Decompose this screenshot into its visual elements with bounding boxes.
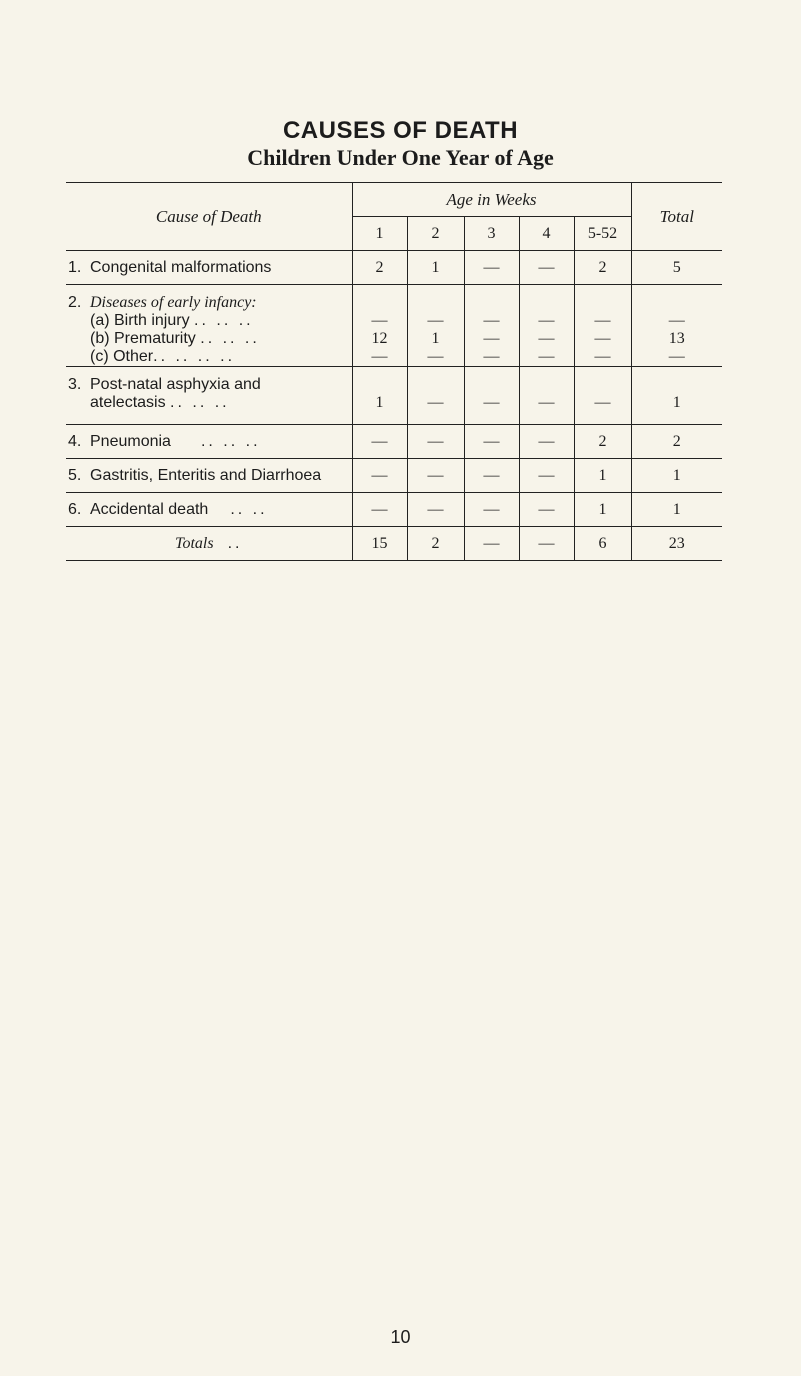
cell-total: 1 xyxy=(631,493,722,527)
cell: 2 xyxy=(574,425,631,459)
cell: — xyxy=(464,493,519,527)
cell: — xyxy=(519,459,574,493)
sub-row-label: (b) Prematurity xyxy=(90,330,196,347)
cell: — xyxy=(352,493,407,527)
cell: 1 xyxy=(352,367,407,425)
page-number: 10 xyxy=(390,1327,411,1347)
cell: 2 xyxy=(352,251,407,285)
row-number: 1. xyxy=(68,258,82,276)
total-cell: 15 xyxy=(352,527,407,561)
cell: — xyxy=(594,312,611,329)
cell: — xyxy=(519,367,574,425)
cell: — xyxy=(371,348,388,365)
cell: — xyxy=(519,493,574,527)
cell: — xyxy=(464,367,519,425)
row-label: Accidental death xyxy=(90,500,209,518)
cell: 1 xyxy=(574,459,631,493)
row-label: Gastritis, Enteritis and Diarrhoea xyxy=(90,466,322,484)
cell: — xyxy=(519,425,574,459)
row-label: Congenital malformations xyxy=(90,258,272,276)
header-age-in-weeks: Age in Weeks xyxy=(352,183,631,217)
cell-total: 1 xyxy=(631,459,722,493)
header-week-1: 1 xyxy=(352,217,407,251)
cell: — xyxy=(407,367,464,425)
totals-label: Totals xyxy=(175,534,214,552)
header-week-4: 4 xyxy=(519,217,574,251)
cell: — xyxy=(371,312,388,329)
cell: 2 xyxy=(574,251,631,285)
total-cell: 6 xyxy=(574,527,631,561)
cell: — xyxy=(427,312,444,329)
cell-total: — xyxy=(668,312,685,329)
cell: — xyxy=(483,348,500,365)
cell-total: 1 xyxy=(631,367,722,425)
row-label-continued: atelectasis xyxy=(90,394,166,411)
cell: — xyxy=(407,425,464,459)
page-title: CAUSES OF DEATH xyxy=(282,117,519,144)
total-cell: — xyxy=(464,527,519,561)
row-label: Pneumonia xyxy=(90,432,171,450)
cell: — xyxy=(538,312,555,329)
cell: 1 xyxy=(407,251,464,285)
table-row: 3. Post-natal asphyxia and atelectasis .. .. .. 1 — — — — 1 xyxy=(66,367,722,425)
row-label: Diseases of early infancy: xyxy=(90,294,257,311)
cell: — xyxy=(538,330,555,347)
cell: — xyxy=(483,330,500,347)
cell: — xyxy=(407,493,464,527)
cell: — xyxy=(427,348,444,365)
header-week-2: 2 xyxy=(407,217,464,251)
total-cell: — xyxy=(519,527,574,561)
row-number: 4. xyxy=(68,432,82,450)
cell: — xyxy=(464,251,519,285)
sub-row-label: (c) Other xyxy=(90,348,154,365)
cell: 1 xyxy=(574,493,631,527)
row-label: Post-natal asphyxia and xyxy=(90,376,261,393)
cell: — xyxy=(574,367,631,425)
cell: — xyxy=(519,251,574,285)
sub-row-label: (a) Birth injury xyxy=(90,312,190,329)
row-number: 6. xyxy=(68,500,82,518)
cell: — xyxy=(352,459,407,493)
grand-total-cell: 23 xyxy=(631,527,722,561)
row-number: 5. xyxy=(68,466,82,484)
header-week-5-52: 5-52 xyxy=(574,217,631,251)
table-row: 4. Pneumonia .. .. .. — — — — 2 2 xyxy=(66,425,722,459)
table-row: 2. Diseases of early infancy: (a) Birth injury .. .. .. (b) Prematurity .. .. .. (c) Other.. .. .. .. — 12 — — 1 — — — — — — — — — — — 13 — xyxy=(66,285,722,367)
page-subtitle: Children Under One Year of Age xyxy=(247,145,554,170)
causes-of-death-table xyxy=(66,182,722,561)
total-cell: 2 xyxy=(407,527,464,561)
cell-total: 13 xyxy=(668,330,685,347)
cell: — xyxy=(407,459,464,493)
header-week-3: 3 xyxy=(464,217,519,251)
cell-total: — xyxy=(668,348,685,365)
table-row: 6. Accidental death .. .. — — — — 1 1 xyxy=(66,493,722,527)
row-number: 3. xyxy=(68,376,82,393)
cell-total: 5 xyxy=(631,251,722,285)
cell: — xyxy=(594,348,611,365)
cell: 12 xyxy=(371,330,388,347)
cell: — xyxy=(594,330,611,347)
table-row xyxy=(66,251,722,285)
cell: — xyxy=(464,425,519,459)
row-number: 2. xyxy=(68,294,82,311)
totals-row: Totals .. 15 2 — — 6 23 xyxy=(66,527,722,561)
header-cause: Cause of Death xyxy=(66,183,352,251)
cell: — xyxy=(483,312,500,329)
cell: — xyxy=(352,425,407,459)
header-total: Total xyxy=(631,183,722,251)
cell: — xyxy=(464,459,519,493)
cell: — xyxy=(538,348,555,365)
cell: 1 xyxy=(431,330,440,347)
cell-total: 2 xyxy=(631,425,722,459)
table-row xyxy=(66,459,722,493)
